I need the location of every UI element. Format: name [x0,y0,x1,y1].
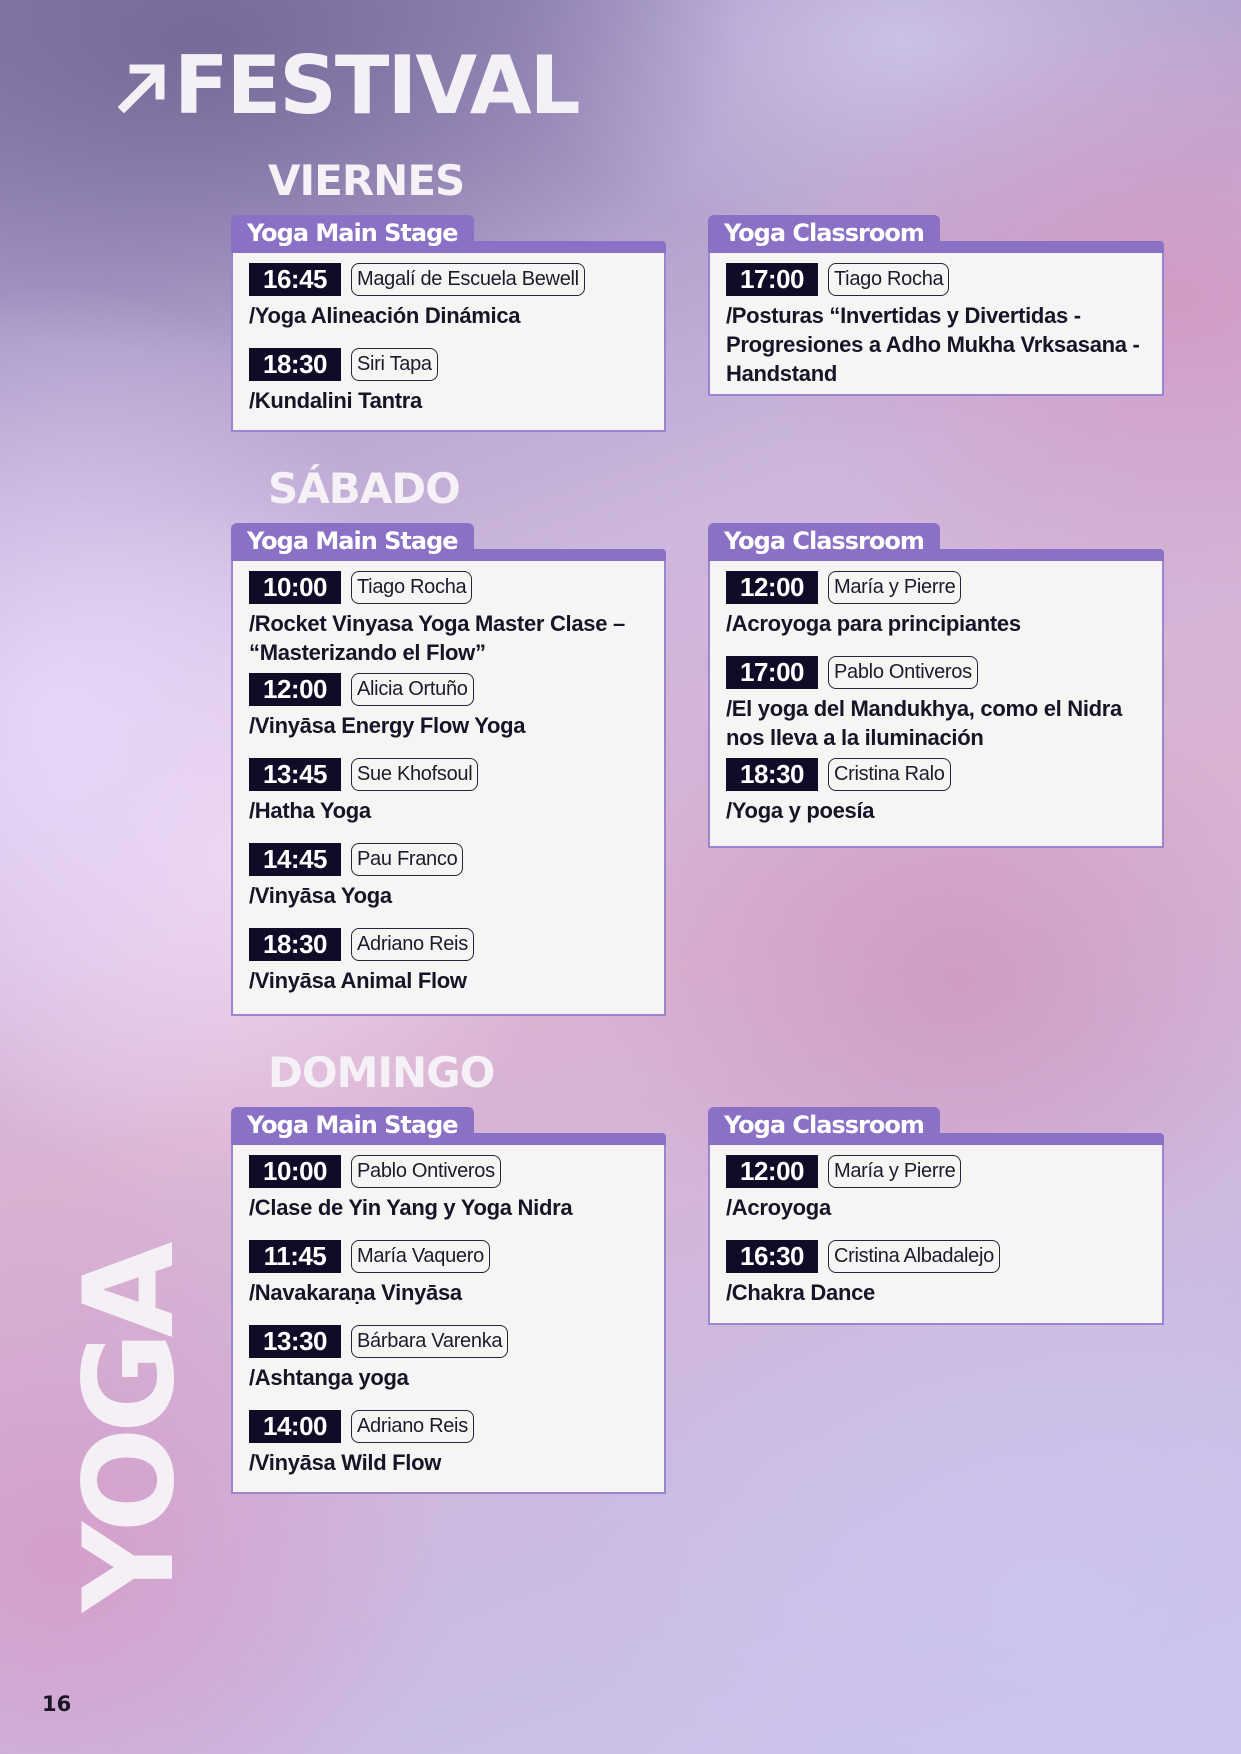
time-badge: 16:45 [249,263,341,296]
panel-viernes-classroom [708,215,1164,396]
panel-domingo-main-stage [231,1107,666,1494]
schedule-session [249,261,648,330]
stage-tab: Yoga Classroom [708,215,940,249]
day-heading-domingo: DOMINGO [268,1048,495,1097]
session-title: /Rocket Vinyasa Yoga Master Clase – “Masterizando el Flow” [249,611,625,665]
speaker-tag: Cristina Albadalejo [828,1240,1000,1273]
time-badge: 17:00 [726,263,818,296]
stage-tab: Yoga Main Stage [231,523,474,557]
session-title: /Chakra Dance [726,1280,875,1305]
speaker-tag: Adriano Reis [351,1410,474,1443]
speaker-tag: María y Pierre [828,571,961,604]
time-badge: 12:00 [726,1155,818,1188]
speaker-tag: Pablo Ontiveros [351,1155,501,1188]
schedule-session [249,756,648,825]
time-badge: 12:00 [726,571,818,604]
schedule-session [249,569,648,667]
speaker-tag: Pablo Ontiveros [828,656,978,689]
page-header [118,39,579,132]
speaker-tag: Sue Khofsoul [351,758,478,791]
stage-tab: Yoga Main Stage [231,1107,474,1141]
session-title: /Navakaraṇa Vinyāsa [249,1280,462,1305]
stage-tab: Yoga Classroom [708,1107,940,1141]
speaker-tag: Alicia Ortuño [351,673,474,706]
session-title: /Yoga y poesía [726,798,875,823]
schedule-session [249,1323,648,1392]
speaker-tag: Siri Tapa [351,348,438,381]
speaker-tag: Tiago Rocha [351,571,472,604]
time-badge: 10:00 [249,571,341,604]
schedule-session [726,1238,1146,1307]
side-label-yoga: YOGA [58,1247,202,1612]
time-badge: 14:00 [249,1410,341,1443]
time-badge: 10:00 [249,1155,341,1188]
time-badge: 14:45 [249,843,341,876]
page-title: FESTIVAL [174,39,579,132]
session-title: /Acroyoga para principiantes [726,611,1021,636]
page-number: 16 [42,1692,72,1716]
schedule-session [726,261,1146,388]
schedule-session [249,1238,648,1307]
speaker-tag: Cristina Ralo [828,758,951,791]
speaker-tag: Tiago Rocha [828,263,949,296]
time-badge: 12:00 [249,673,341,706]
day-heading-viernes: VIERNES [268,156,465,205]
schedule-session [726,1153,1146,1222]
schedule-session [249,1153,648,1222]
panel-domingo-classroom [708,1107,1164,1325]
schedule-session [249,926,648,995]
stage-tab: Yoga Classroom [708,523,940,557]
session-title: /Ashtanga yoga [249,1365,409,1390]
session-title: /Vinyāsa Animal Flow [249,968,467,993]
session-title: /Vinyāsa Energy Flow Yoga [249,713,526,738]
time-badge: 18:30 [249,928,341,961]
session-title: /Yoga Alineación Dinámica [249,303,521,328]
panel-viernes-main-stage [231,215,666,432]
session-title: /Hatha Yoga [249,798,371,823]
speaker-tag: Pau Franco [351,843,463,876]
session-title: /Acroyoga [726,1195,831,1220]
stage-tab: Yoga Main Stage [231,215,474,249]
session-title: /Vinyāsa Yoga [249,883,392,908]
arrow-up-right-icon [118,53,170,119]
schedule-session [726,756,1146,825]
schedule-session [249,1408,648,1477]
session-title: /Kundalini Tantra [249,388,422,413]
schedule-session [726,654,1146,752]
session-title: /Clase de Yin Yang y Yoga Nidra [249,1195,573,1220]
schedule-session [726,569,1146,638]
schedule-session [249,841,648,910]
time-badge: 13:30 [249,1325,341,1358]
speaker-tag: María Vaquero [351,1240,490,1273]
speaker-tag: Bárbara Varenka [351,1325,508,1358]
schedule-session [249,671,648,740]
speaker-tag: Adriano Reis [351,928,474,961]
time-badge: 18:30 [249,348,341,381]
time-badge: 11:45 [249,1240,341,1273]
panel-sabado-classroom [708,523,1164,848]
day-heading-sabado: SÁBADO [268,464,460,513]
schedule-session [249,346,648,415]
session-title: /El yoga del Mandukhya, como el Nidra nos lleva a la iluminación [726,696,1122,750]
session-title: /Posturas “Invertidas y Divertidas - Progresiones a Adho Mukha Vrksasana - Handstand [726,303,1140,386]
speaker-tag: María y Pierre [828,1155,961,1188]
session-title: /Vinyāsa Wild Flow [249,1450,442,1475]
time-badge: 13:45 [249,758,341,791]
time-badge: 16:30 [726,1240,818,1273]
time-badge: 18:30 [726,758,818,791]
speaker-tag: Magalí de Escuela Bewell [351,263,585,296]
time-badge: 17:00 [726,656,818,689]
panel-sabado-main-stage [231,523,666,1016]
